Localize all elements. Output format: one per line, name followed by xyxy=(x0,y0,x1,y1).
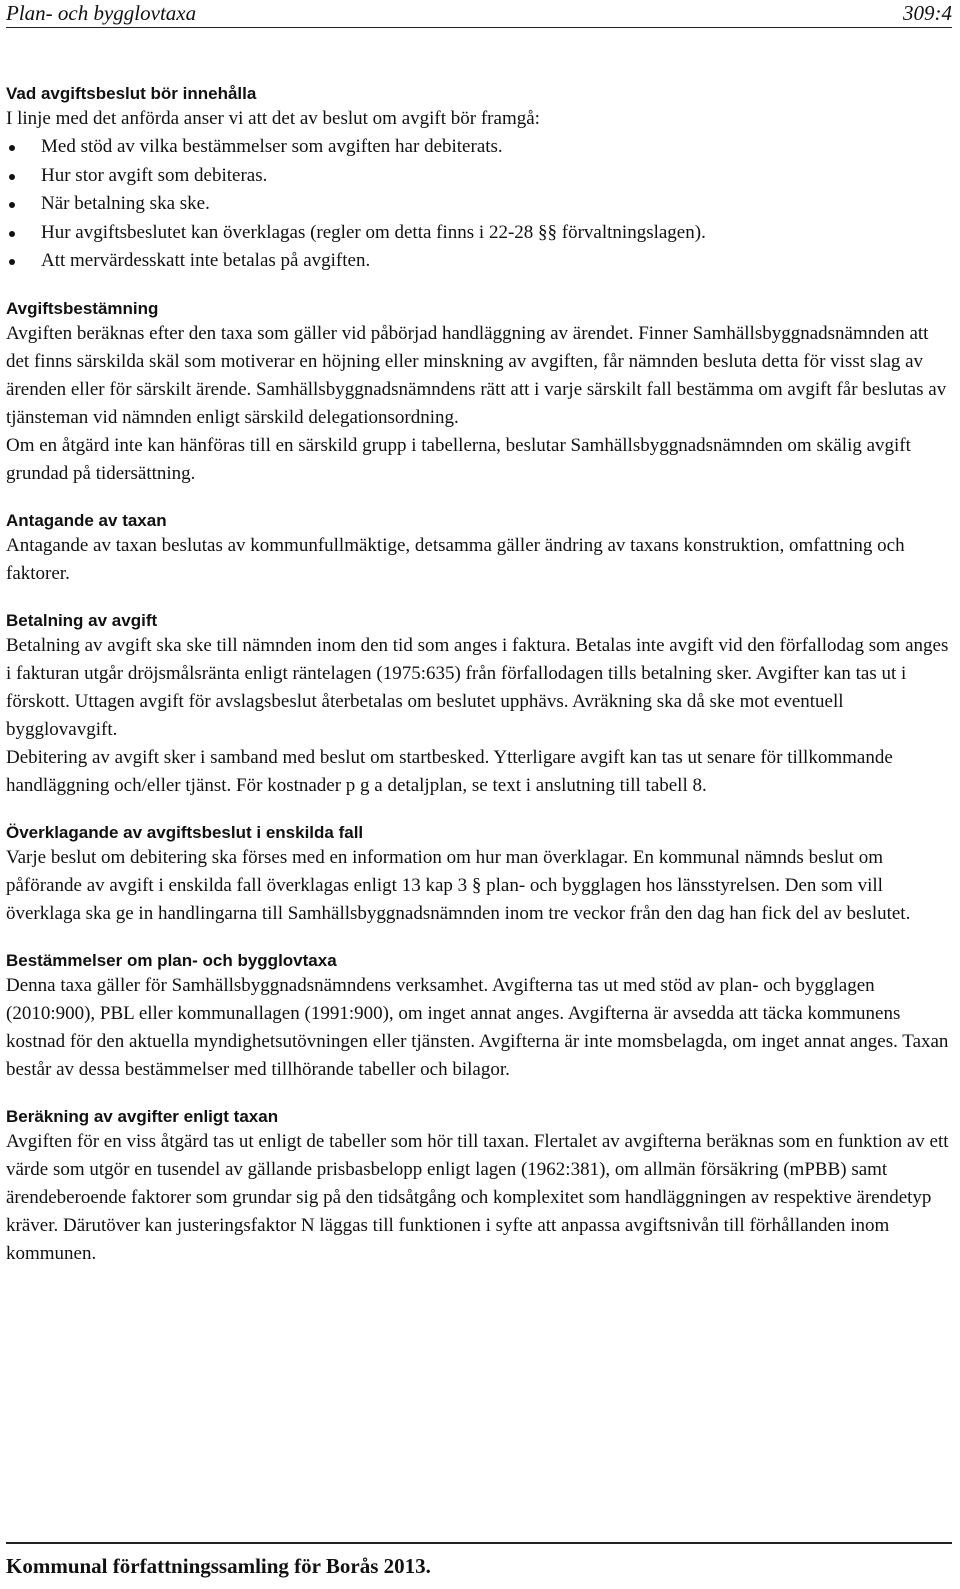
section-avgiftsbeslut xyxy=(6,83,950,276)
list-item-text: Hur avgiftsbeslutet kan överklagas (regler om detta finns i 22-28 §§ förvaltningslagen). xyxy=(41,221,706,243)
paragraph: Varje beslut om debitering ska förses med en information om hur man överklagar. En kommunal nämnds beslut om påförande av avgift i enskilda fall överklagas enligt 13 kap 3 § plan- och bygglagen hos länsstyrelsen. Den som vill överklaga ska ge in handlingarna till Samhällsbyggnadsnämnden inom tre veckor från den dag han fick del av beslutet. xyxy=(6,846,911,924)
bullet-icon xyxy=(9,174,15,180)
section-berakning xyxy=(6,1106,950,1268)
footer-text: Kommunal författningssamling för Borås 2013. xyxy=(6,1554,431,1578)
list-item xyxy=(6,190,950,219)
section-heading: Vad avgiftsbeslut bör innehålla xyxy=(6,84,257,103)
list-item-text: Att mervärdesskatt inte betalas på avgiften. xyxy=(41,250,371,271)
paragraph: Avgiften beräknas efter den taxa som gäller vid påbörjad handläggning av ärendet. Finner Samhällsbyggnadsnämnden att det finns särskilda skäl som motiverar en höjning eller minskning av avgiften, får nämnden besluta detta för visst slag av ärenden eller för särskilt ärende. Samhällsbyggnadsnämndens rätt att i varje särskilt fall bestämma om avgift får beslutas av tjänsteman vid nämnden enligt särskild delegationsordning. xyxy=(6,322,947,428)
list-item-text: Hur stor avgift som debiteras. xyxy=(41,164,268,186)
section-overklagande xyxy=(6,822,950,928)
bullet-icon xyxy=(9,231,15,237)
section-heading: Betalning av avgift xyxy=(6,610,158,630)
bullet-icon xyxy=(9,145,15,151)
paragraph: Om en åtgärd inte kan hänföras till en särskild grupp i tabellerna, beslutar Samhällsbyggnadsnämnden om skälig avgift grundad på tidersättning. xyxy=(6,434,911,484)
bullet-icon xyxy=(9,259,15,265)
section-heading: Avgiftsbestämning xyxy=(6,298,159,318)
list-item-text: Med stöd av vilka bestämmelser som avgiften har debiterats. xyxy=(41,136,503,157)
paragraph: Denna taxa gäller för Samhällsbyggnadsnämndens verksamhet. Avgifterna tas ut med stöd av plan- och bygglagen (2010:900), PBL eller kommunallagen (1991:900), om inget annat anges. Avgifterna är avsedda att täcka kommunens kostnad för den aktuella myndighetsutövningen eller tjänsten. Avgifterna är inte momsbelagda, om inget annat anges. Taxan består av dessa bestämmelser med tillhörande tabeller och bilagor. xyxy=(6,974,949,1080)
section-betalning xyxy=(6,610,950,800)
page-footer xyxy=(6,1542,952,1580)
list-item xyxy=(6,133,950,162)
section-bestammelser xyxy=(6,950,950,1084)
header-page-number: 309:4 xyxy=(903,1,952,25)
paragraph: Antagande av taxan beslutas av kommunfullmäktige, detsamma gäller ändring av taxans konstruktion, omfattning och faktorer. xyxy=(6,534,905,584)
section-avgiftsbestamning xyxy=(6,298,950,488)
bullet-list xyxy=(6,133,950,276)
section-heading: Bestämmelser om plan- och bygglovtaxa xyxy=(6,950,337,970)
section-antagande xyxy=(6,510,950,588)
document-body xyxy=(6,83,950,1268)
header-title: Plan- och bygglovtaxa xyxy=(6,1,197,25)
list-item xyxy=(6,219,950,248)
paragraph: I linje med det anförda anser vi att det av beslut om avgift bör framgå: xyxy=(6,108,540,129)
paragraph: Betalning av avgift ska ske till nämnden inom den tid som anges i faktura. Betalas inte avgift vid den förfallodag som anges i fakturan utgår dröjsmålsränta enligt räntelagen (1975:635) från förfallodagen tills betalning sker. Avgifter kan tas ut i förskott. Uttagen avgift för avslagsbeslut återbetalas om beslutet upphävs. Avräkning ska då ske mot eventuell bygglovavgift. xyxy=(6,634,949,740)
page-header xyxy=(6,0,952,28)
section-heading: Överklagande av avgiftsbeslut i enskilda fall xyxy=(6,822,364,842)
section-heading: Antagande av taxan xyxy=(6,510,167,530)
paragraph: Avgiften för en viss åtgärd tas ut enligt de tabeller som hör till taxan. Flertalet av avgifterna beräknas som en funktion av ett värde som utgör en tusendel av gällande prisbasbelopp enligt lagen (1962:381), om allmän försäkring (mPBB) samt ärendeberoende faktorer som grundar sig på den tidsåtgång och komplexitet som handläggningen av respektive ärendetyp kräver. Därutöver kan justeringsfaktor N läggas till funktionen i syfte att anpassa avgiftsnivån till förhållanden inom kommunen. xyxy=(6,1130,949,1264)
list-item xyxy=(6,162,950,191)
list-item xyxy=(6,247,950,276)
list-item-text: När betalning ska ske. xyxy=(41,193,210,214)
paragraph: Debitering av avgift sker i samband med beslut om startbesked. Ytterligare avgift kan tas ut senare för tillkommande handläggning och/eller tjänst. För kostnader p g a detaljplan, se text i anslutning till tabell 8. xyxy=(6,746,893,796)
section-heading: Beräkning av avgifter enligt taxan xyxy=(6,1106,279,1126)
bullet-icon xyxy=(9,202,15,208)
